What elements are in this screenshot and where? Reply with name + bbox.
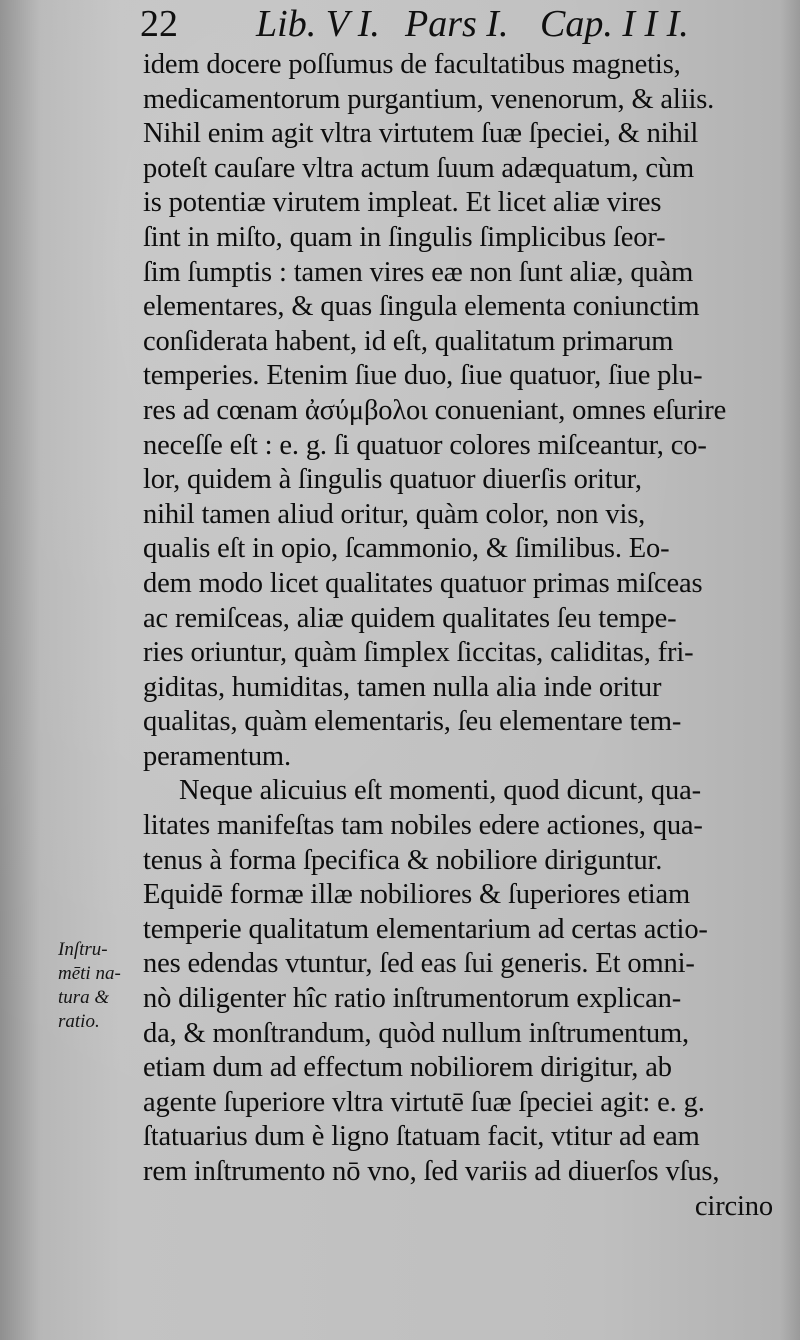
- text-line: da, & monſtrandum, quòd nullum inſtrumentum,: [143, 1017, 689, 1049]
- text-line: poteſt cauſare vltra actum ſuum adæquatum, cùm: [143, 152, 695, 184]
- margin-note-line: ratio.: [58, 1011, 100, 1032]
- page-number: 22: [140, 3, 178, 45]
- text-line: qualitas, quàm elementaris, ſeu elementare tem-: [143, 706, 682, 738]
- body-text: [143, 48, 773, 1224]
- text-line: giditas, humiditas, tamen nulla alia inde oritur: [143, 671, 662, 703]
- text-line: peramentum.: [143, 740, 291, 772]
- text-line: qualis eſt in opio, ſcammonio, & ſimilibus. Eo-: [143, 533, 670, 565]
- text-line: ſint in miſto, quam in ſingulis ſimplicibus ſeor-: [143, 221, 666, 253]
- text-line: ſim ſumptis : tamen vires eæ non ſunt aliæ, quàm: [143, 256, 694, 288]
- margin-note: [58, 938, 138, 1034]
- text-line: neceſſe eſt : e. g. ſi quatuor colores miſceantur, co-: [143, 429, 707, 461]
- text-line: etiam dum ad effectum nobiliorem dirigitur, ab: [143, 1052, 672, 1084]
- chapter-label: Cap. I I I.: [540, 3, 689, 45]
- text-line: agente ſuperiore vltra virtutē ſuæ ſpeciei agit: e. g.: [143, 1086, 705, 1118]
- text-line: ries oriuntur, quàm ſimplex ſiccitas, caliditas, fri-: [143, 637, 694, 669]
- text-line: elementares, & quas ſingula elementa coniunctim: [143, 291, 700, 323]
- book-label: Lib. V I.: [256, 3, 380, 45]
- running-header: [140, 4, 760, 44]
- catchword: circino: [694, 1190, 773, 1222]
- text-line: medicamentorum purgantium, venenorum, & aliis.: [143, 83, 715, 115]
- text-line: res ad cœnam ἀσύμβολοι conueniant, omnes eſurire: [143, 394, 727, 426]
- text-line: nes edendas vtuntur, ſed eas ſui generis. Et omni-: [143, 948, 695, 980]
- text-line: litates manifeſtas tam nobiles edere actiones, qua-: [143, 810, 703, 842]
- text-line: tenus à forma ſpecifica & nobiliore diriguntur.: [143, 844, 663, 876]
- text-line: nò diligenter hîc ratio inſtrumentorum explican-: [143, 983, 682, 1015]
- margin-note-line: Inſtru-: [58, 939, 108, 960]
- text-line: ac remiſceas, aliæ quidem qualitates ſeu tempe-: [143, 602, 677, 634]
- text-line: conſiderata habent, id eſt, qualitatum primarum: [143, 325, 674, 357]
- text-line: dem modo licet qualitates quatuor primas miſceas: [143, 567, 703, 599]
- part-label: Pars I.: [405, 3, 509, 45]
- text-line: temperies. Etenim ſiue duo, ſiue quatuor, ſiue plu-: [143, 360, 703, 392]
- margin-note-line: mēti na-: [58, 963, 121, 984]
- text-line: rem inſtrumento nō vno, ſed variis ad diuerſos vſus,: [143, 1156, 720, 1187]
- text-line: idem docere poſſumus de facultatibus magnetis,: [143, 49, 681, 80]
- text-line: lor, quidem à ſingulis quatuor diuerſis oritur,: [143, 464, 642, 496]
- text-line: nihil tamen aliud oritur, quàm color, non vis,: [143, 498, 646, 530]
- text-line: temperie qualitatum elementarium ad certas actio-: [143, 913, 708, 945]
- text-line: Nihil enim agit vltra virtutem ſuæ ſpeciei, & nihil: [143, 118, 699, 150]
- margin-note-line: tura &: [58, 987, 110, 1008]
- text-line: Equidē formæ illæ nobiliores & ſuperiores etiam: [143, 879, 691, 911]
- text-line: is potentiæ virutem impleat. Et licet aliæ vires: [143, 187, 662, 219]
- paragraph-first-line: Neque alicuius eſt momenti, quod dicunt, qua-: [179, 775, 701, 807]
- text-line: ſtatuarius dum è ligno ſtatuam facit, vtitur ad eam: [143, 1121, 700, 1153]
